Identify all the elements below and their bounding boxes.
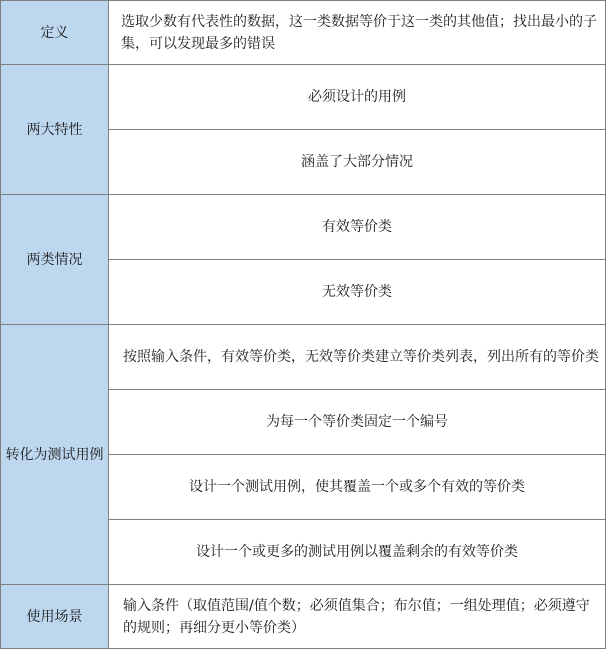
table-row-scenarios [1,585,606,649]
conversion-step-4: 设计一个或更多的测试用例以覆盖剩余的有效等价类 [109,520,606,585]
row-label-scenarios: 使用场景 [1,585,109,649]
feature-item-2: 涵盖了大部分情况 [109,130,606,195]
definition-text: 选取少数有代表性的数据，这一类数据等价于这一类的其他值；找出最小的子集，可以发现最多的错误 [109,1,606,65]
scenarios-text: 输入条件（取值范围/值个数；必须值集合；布尔值；一组处理值；必须遵守的规则；再细分更小等价类） [109,585,606,649]
row-label-conversion: 转化为测试用例 [1,325,109,585]
feature-item-1: 必须设计的用例 [109,65,606,130]
conversion-step-3: 设计一个测试用例，使其覆盖一个或多个有效的等价类 [109,455,606,520]
table-row-features-1 [1,65,606,130]
row-label-features: 两大特性 [1,65,109,195]
conversion-step-1: 按照输入条件，有效等价类，无效等价类建立等价类列表，列出所有的等价类 [109,325,606,390]
table-row-definition [1,1,606,65]
table-row-cases-1 [1,195,606,260]
row-label-cases: 两类情况 [1,195,109,325]
case-item-valid: 有效等价类 [109,195,606,260]
table-row-conversion-1 [1,325,606,390]
case-item-invalid: 无效等价类 [109,260,606,325]
row-label-definition: 定义 [1,1,109,65]
conversion-step-2: 为每一个等价类固定一个编号 [109,390,606,455]
